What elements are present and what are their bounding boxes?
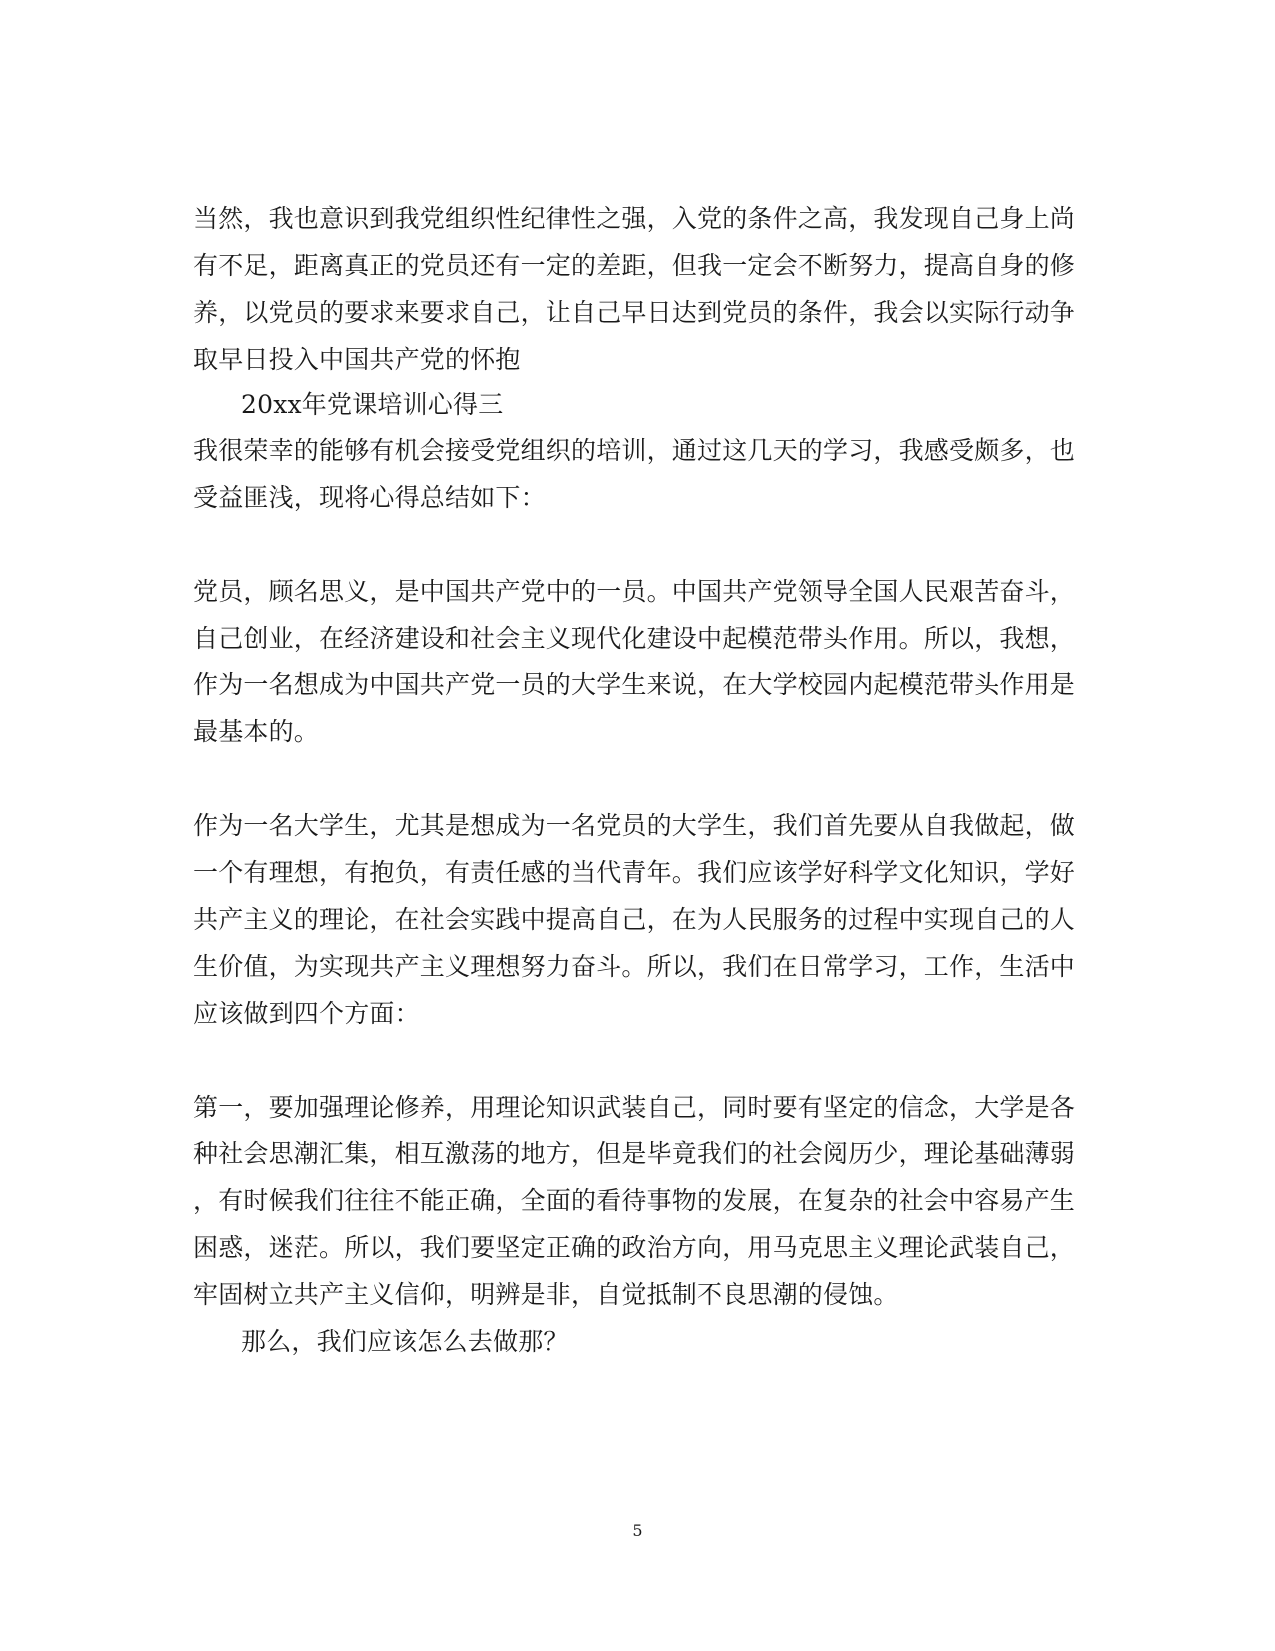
text-line: 牢固树立共产主义信仰，明辨是非，自觉抵制不良思潮的侵蚀。 [193, 1280, 899, 1309]
text-line: 那么，我们应该怎么去做那？ [241, 1327, 569, 1356]
text-line: 有不足，距离真正的党员还有一定的差距，但我一定会不断努力，提高自身的修 [193, 251, 1076, 280]
text-line: 作为一名大学生，尤其是想成为一名党员的大学生，我们首先要从自我做起，做 [193, 811, 1076, 840]
text-line: 当然，我也意识到我党组织性纪律性之强，入党的条件之高，我发现自己身上尚 [193, 204, 1076, 233]
text-line: 受益匪浅，现将心得总结如下： [193, 483, 546, 512]
text-line: 最基本的。 [193, 717, 320, 746]
text-line: 取早日投入中国共产党的怀抱 [193, 345, 521, 374]
text-line: 养，以党员的要求来要求自己，让自己早日达到党员的条件，我会以实际行动争 [193, 298, 1076, 327]
text-line: 我很荣幸的能够有机会接受党组织的培训，通过这几天的学习，我感受颇多，也 [193, 436, 1076, 465]
text-line: 作为一名想成为中国共产党一员的大学生来说，在大学校园内起模范带头作用是 [193, 670, 1076, 699]
text-line: 一个有理想，有抱负，有责任感的当代青年。我们应该学好科学文化知识，学好 [193, 858, 1076, 887]
text-line: 共产主义的理论，在社会实践中提高自己，在为人民服务的过程中实现自己的人 [193, 905, 1076, 934]
section-heading: 20xx年党课培训心得三 [241, 390, 504, 419]
text-line: 困惑，迷茫。所以，我们要坚定正确的政治方向，用马克思主义理论武装自己， [193, 1233, 1076, 1262]
text-line: 种社会思潮汇集，相互激荡的地方，但是毕竟我们的社会阅历少，理论基础薄弱 [193, 1139, 1076, 1168]
text-line: 应该做到四个方面： [193, 999, 420, 1028]
text-line: 生价值，为实现共产主义理想努力奋斗。所以，我们在日常学习，工作，生活中 [193, 952, 1076, 981]
text-line: 党员，顾名思义，是中国共产党中的一员。中国共产党领导全国人民艰苦奋斗， [193, 577, 1076, 606]
text-line: ，有时候我们往往不能正确，全面的看待事物的发展，在复杂的社会中容易产生 [193, 1186, 1076, 1215]
page-number: 5 [632, 1521, 643, 1540]
text-line: 第一，要加强理论修养，用理论知识武装自己，同时要有坚定的信念，大学是各 [193, 1093, 1076, 1122]
text-line: 自己创业，在经济建设和社会主义现代化建设中起模范带头作用。所以，我想， [193, 624, 1076, 653]
